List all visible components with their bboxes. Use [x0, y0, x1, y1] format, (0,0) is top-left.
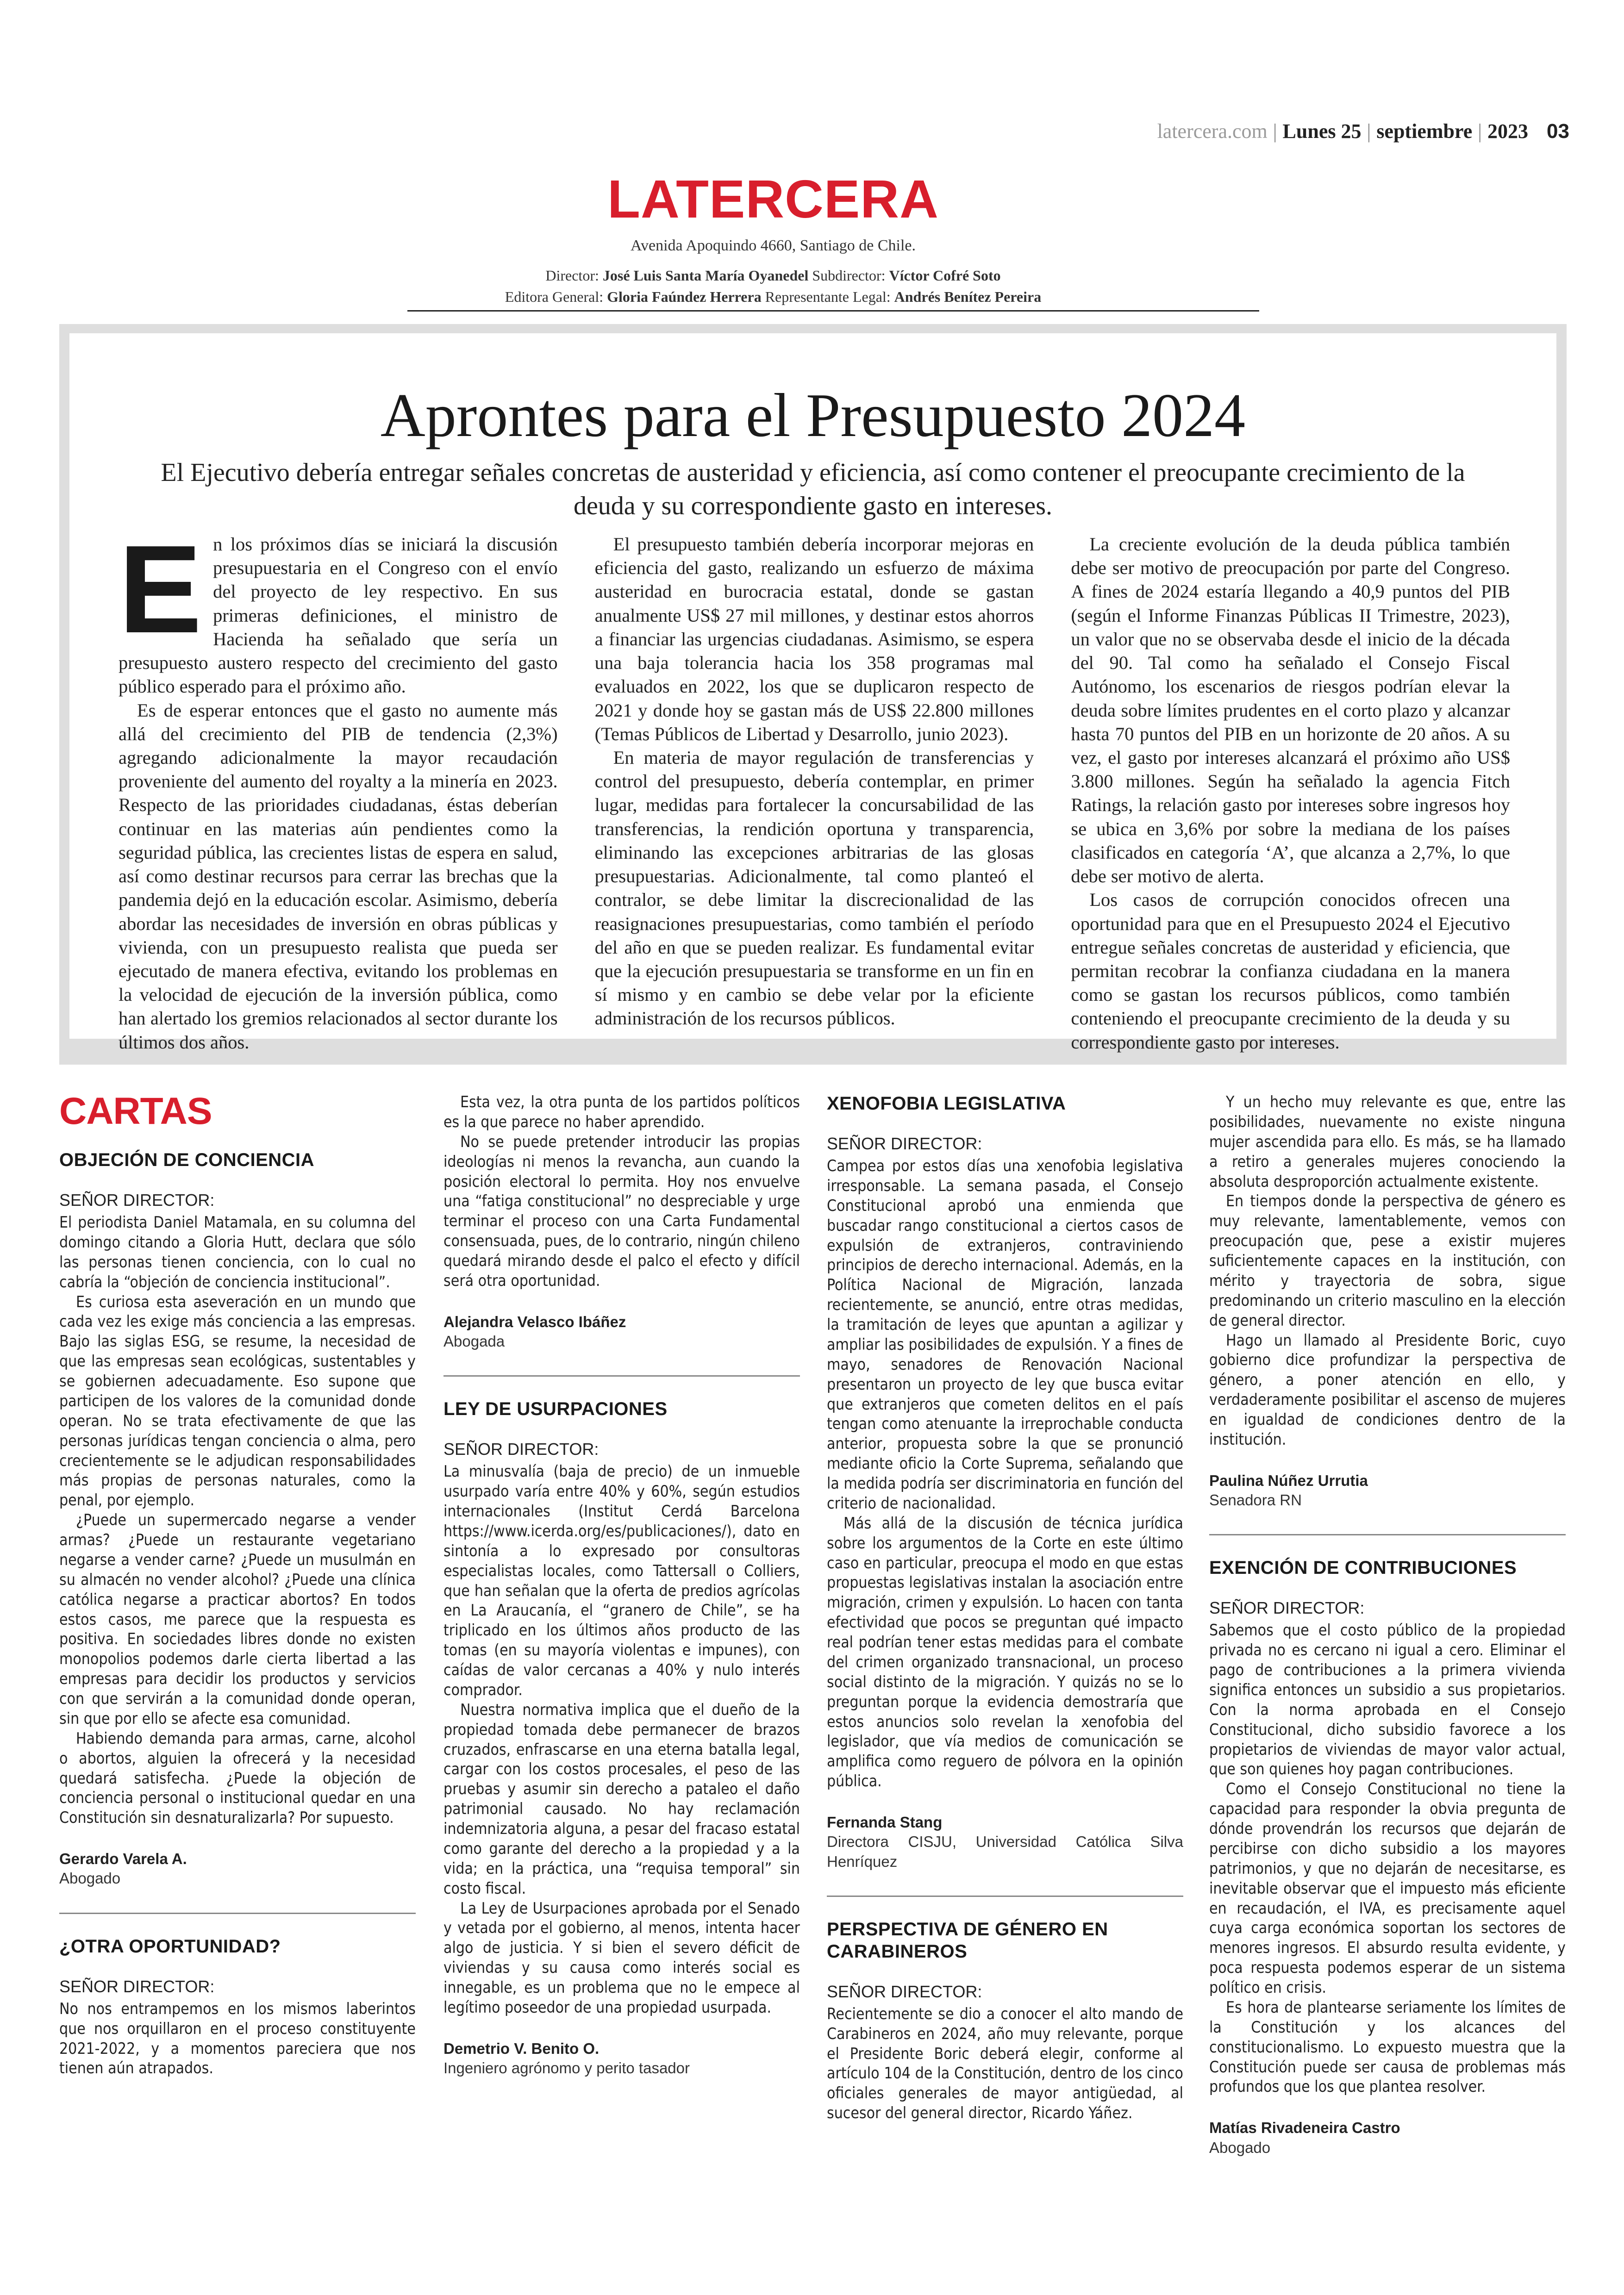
masthead-address: Avenida Apoquindo 4660, Santiago de Chile.	[630, 237, 916, 254]
letter-xenofobia	[827, 1092, 1183, 1871]
letter-salutation: SEÑOR DIRECTOR:	[443, 1440, 599, 1459]
letter-author: Alejandra Velasco Ibáñez	[443, 1313, 626, 1330]
letter-divider	[59, 1913, 416, 1914]
masthead	[56, 169, 1569, 308]
editorial-title: Aprontes para el Presupuesto 2024	[380, 381, 1246, 449]
separator: |	[1367, 120, 1371, 143]
letter-author-role: Abogado	[59, 1870, 121, 1887]
staff-line-1: Director: José Luis Santa María Oyanedel Subdirector: Víctor Cofré Soto	[545, 267, 1001, 284]
letter-salutation: SEÑOR DIRECTOR:	[1209, 1598, 1365, 1618]
letter-heading: EXENCIÓN DE CONTRIBUCIONES	[1209, 1558, 1517, 1578]
letter-paragraph: No se puede pretender introducir las propias ideologías ni menos la revancha, aun cuando la posición electoral lo permita. Hoy nos envuelve una “fatiga constitucional” no despreciable y urge terminar el proceso con una Carta Fundamental consensuada, pues, de lo contrario, ningún chileno quedará mirando desde el palco el efecto y difícil será otra oportunidad.	[443, 1132, 800, 1290]
letter-paragraph: Esta vez, la otra punta de los partidos políticos es la que parece no haber aprendido.	[443, 1093, 800, 1131]
letter-author: Matías Rivadeneira Castro	[1209, 2119, 1400, 2137]
letter-contribuciones	[1209, 1557, 1566, 2158]
letter-paragraph: En tiempos donde la perspectiva de género es muy relevante, lamentablemente, vemos con preocupación que, pese a existir mujeres suficientemente capaces en la institución, con mérito y trayectoria de sobra, sigue predominando un criterio masculino en la elección de general director.	[1209, 1192, 1566, 1329]
letter-paragraph: Hago un llamado al Presidente Boric, cuyo gobierno dice profundizar la perspectiva de género, a poner atención en ello, y verdaderamente posibilitar el ascenso de mujeres en igualdad de condiciones dentro de la institución.	[1209, 1331, 1566, 1448]
letter-divider	[1209, 1534, 1566, 1535]
letter-author-role: Abogado	[1209, 2139, 1271, 2156]
letter-author: Demetrio V. Benito O.	[443, 2039, 600, 2057]
letter-paragraph: La Ley de Usurpaciones aprobada por el Senado y vetada por el gobierno, al menos, intenta hacer algo de justicia. Y si bien el severo déficit de viviendas y su causa como interés social es innegable, es un problema que no le empece al legítimo poseedor de una propiedad usurpada.	[443, 1899, 800, 2016]
editorial-content	[69, 333, 1556, 1053]
newspaper-logo: LATERCERA	[607, 169, 939, 229]
section-title: CARTAS	[59, 1090, 212, 1132]
letter-heading: PERSPECTIVA DE GÉNERO EN CARABINEROS	[827, 1919, 1108, 1962]
drop-cap: E	[119, 520, 202, 659]
site-name[interactable]: latercera.com	[1157, 120, 1268, 143]
letter-paragraph: Recientemente se dio a conocer el alto mando de Carabineros en 2024, año muy relevante, porque el Presidente Boric deberá elegir, conforme al artículo 104 de la Constitución, dentro de los cinco oficiales generales de mayor antigüedad, al sucesor del general director, Ricardo Yáñez.	[827, 2004, 1183, 2122]
editorial-paragraph: Es de esperar entonces que el gasto no aumente más allá del crecimiento del PIB de tendencia (2,3%) agregando adicionalmente la mayor recaudación proveniente del aumento del royalty a la minería en 2023. Respecto de las prioridades ciudadanas, éstas deberían continuar en las materias aún pendientes como la seguridad pública, las crecientes listas de espera en salud, así como destinar recursos para cerrar las brechas que la pandemia dejó en la educación escolar. Asimismo, debería abordar las necesidades de inversión en obras públicas y vivienda, con un presupuesto realista que pueda ser ejecutado de manera efectiva, evitando los problemas en la velocidad de ejecución de la inversión pública, como han alertado los gremios relacionados al sector durante los últimos dos años.	[119, 699, 558, 1053]
letter-author-role: Senadora RN	[1209, 1491, 1302, 1509]
letters-column-4	[1209, 1092, 1566, 2158]
letter-paragraph: Es hora de plantearse seriamente los límites de la Constitución y los alcances del constitucionalismo. Lo expuesto muestra que la Constitución puede ser causa de problemas más profundos que los que plantea resolver.	[1209, 1998, 1566, 2096]
editorial-box	[59, 324, 1567, 1065]
editorial-paragraph: El presupuesto también debería incorporar mejoras en eficiencia del gasto, realizando un esfuerzo de máxima austeridad en burocracia estatal, donde se gastan anualmente US$ 27 mil millones, y destinar estos ahorros a financiar las urgencias ciudadanas. Asimismo, se espera una baja tolerancia hacia los 358 programas mal evaluados en 2022, los que se duplicaron respecto de 2021 y donde hoy se gastan más de US$ 22.800 millones (Temas Públicos de Libertad y Desarrollo, junio 2023).	[594, 534, 1034, 744]
staff-line-2: Editora General: Gloria Faúndez Herrera Representante Legal: Andrés Benítez Pereira	[505, 288, 1042, 306]
editorial-lead: El Ejecutivo debería entregar señales concretas de austeridad y eficiencia, así como contener el preocupante crecimiento de la deuda y su correspondiente gasto en intereses.	[161, 458, 1465, 520]
editorial-paragraph: En los próximos días se iniciará la discusión presupuestaria en el Congreso con el envío del proyecto de ley respectivo. En sus primeras definiciones, el ministro de Hacienda ha señalado que sería un presupuesto austero respecto del crecimiento del gasto público esperado para el próximo año.	[119, 520, 558, 697]
date-month: septiembre	[1376, 120, 1473, 143]
letter-author: Paulina Núñez Urrutia	[1209, 1472, 1368, 1489]
letter-paragraph: Nuestra normativa implica que el dueño de la propiedad tomada debe permanecer de brazos cruzados, enfrascarse en una eterna batalla legal, cargar con los costos procesales, el peso de las pruebas y asumir sin derecho a pataleo el daño patrimonial causado. No hay reclamación indemnizatoria alguna, a pesar del fracaso estatal como garante del derecho a la propiedad y a la vida; en la práctica, una “requisa temporal” sin costo fiscal.	[443, 1700, 800, 1897]
letter-salutation: SEÑOR DIRECTOR:	[59, 1977, 215, 1996]
letter-paragraph: ¿Puede un supermercado negarse a vender armas? ¿Puede un restaurante vegetariano negarse a vender carne? ¿Puede un musulmán en su almacén no vender alcohol? ¿Puede una clínica católica negarse a practicar abortos? En todos estos casos, me parece que la respuesta es positiva. En sociedades libres donde no existen monopolios podemos darle cierta libertad a las empresas para decidir los productos y servicios con que servirán a la comunidad donde operan, sin que por ello se afecte esa comunidad.	[59, 1511, 416, 1727]
letter-heading: OBJECIÓN DE CONCIENCIA	[59, 1150, 315, 1170]
letter-paragraph: Campea por estos días una xenofobia legislativa irresponsable. La semana pasada, el Consejo Constitucional aprobó una enmienda que buscadar rango constitucional a ciertos casos de expulsión de extranjeros, contraviniendo principios de derecho internacional. Además, en la Política Nacional de Migración, lanzada recientemente, se anunció, entre otras medidas, la tramitación de leyes que apuntan a agilizar y ampliar las posibilidades de expulsión. Y a fines de mayo, senadores de Renovación Nacional presentaron un proyecto de ley que busca evitar que extranjeros que cometen delitos en el país tengan como atenuante la irreprochable conducta anterior, propuesta sobre la que se pronunció mediante oficio la Corte Suprema, señalando que la medida podría ser discriminatoria en función del criterio de nacionalidad.	[827, 1157, 1183, 1512]
letter-paragraph: No nos entrampemos en los mismos laberintos que nos orquillaron en el proceso constituyente 2021-2022, y a momentos pareciera que nos tienen aún atrapados.	[59, 1999, 416, 2077]
letter-author-role: Directora CISJU, Universidad Católica Silva Henríquez	[827, 1833, 1183, 1870]
director-name: José Luis Santa María Oyanedel	[602, 267, 809, 284]
page-number: 03	[1547, 120, 1569, 143]
letter-paragraph: Más allá de la discusión de técnica jurídica sobre los argumentos de la Corte en este último caso en particular, preocupa el modo en que estas propuestas legislativas instalan la asociación entre migración, crimen y expulsión. Lo hacen con tanta efectividad que pocos se preguntan qué impacto real podrían tener estas medidas para el combate del crimen organizado transnacional, un proceso social distinto de la migración. Y quizás no se lo preguntan porque la evidencia demostraría que estos anuncios solo revelan la xenofobia del legislador, que vía medios de comunicación se amplifica como reguero de pólvora en la opinión pública.	[827, 1514, 1183, 1790]
separator: |	[1273, 120, 1277, 143]
letter-heading: ¿OTRA OPORTUNIDAD?	[59, 1936, 281, 1957]
page-header-bar	[1157, 119, 1569, 143]
letters-column-3	[827, 1092, 1183, 2123]
letter-usurpaciones	[443, 1398, 800, 2078]
editorial-body	[119, 520, 1510, 1054]
date-day: Lunes 25	[1282, 120, 1362, 143]
letter-divider	[827, 1896, 1183, 1897]
letters-column-1	[59, 1092, 416, 2078]
editorial-paragraph: Los casos de corrupción conocidos ofrecen una oportunidad para que en el Presupuesto 2024 el Ejecutivo entregue señales concretas de austeridad y eficiencia, que permitan recobrar la confianza ciudadana en la manera como se gastan los recursos públicos, como también conteniendo el preocupante crecimiento de la deuda y su correspondiente gasto por intereses.	[1071, 889, 1510, 1053]
letter-author: Gerardo Varela A.	[59, 1850, 187, 1868]
letter-paragraph: El periodista Daniel Matamala, en su columna del domingo citando a Gloria Hutt, declara que sólo las personas tienen conciencia, con lo cual no cabría la “objeción de conciencia institucional”.	[59, 1213, 416, 1291]
letter-author-role: Abogada	[443, 1332, 505, 1350]
editora-name: Gloria Faúndez Herrera	[607, 288, 762, 306]
letter-paragraph: Es curiosa esta aseveración en un mundo que cada vez les exige más conciencia a las empresas. Bajo las siglas ESG, se resume, la necesidad de que las empresas sean ecológicas, sustentables y se gobiernen adecuadamente. Eso supone que participen de los valores de la comunidad donde operan. No se trata efectivamente de que las personas jurídicas tengan conciencia o alma, pero crecientemente se le adjudican responsabilidades más propias de personas naturales, como la penal, por ejemplo.	[59, 1292, 416, 1509]
letter-paragraph: Sabemos que el costo público de la propiedad privada no es cercano ni igual a cero. Eliminar el pago de contribuciones a la primera vivienda significa entonces un subsidio a sus propietarios. Con la norma aprobada en el Consejo Constitucional, dicho subsidio favorece a los propietarios de viviendas de mayor valor actual, que son quienes hoy pagan contribuciones.	[1209, 1621, 1566, 1778]
masthead-divider	[407, 310, 1259, 312]
editorial-paragraph: En materia de mayor regulación de transferencias y control del presupuesto, debería contemplar, en primer lugar, medidas para fortalecer la concursabilidad de las transferencias, la rendición oportuna y transparencia, eliminando las excepciones arbitrarias de las glosas presupuestarias. Adicionalmente, tal como planteó el contralor, se debe limitar la discrecionalidad de las reasignaciones presupuestarias, como también el período del año en que se pueden realizar. Es fundamental evitar que la ejecución presupuestaria se transforme en un fin en sí mismo y en cambio se debe velar por la eficiente administración de los recursos públicos.	[594, 747, 1034, 1029]
separator: |	[1478, 120, 1482, 143]
masthead-staff	[0, 265, 1569, 308]
letter-heading: XENOFOBIA LEGISLATIVA	[827, 1093, 1066, 1114]
letter-salutation: SEÑOR DIRECTOR:	[59, 1191, 215, 1210]
letter-paragraph: Como el Consejo Constitucional no tiene la capacidad para responder la obvia pregunta de dónde provendrán los recursos que dejarán de percibirse con dicho subsidio a los mayores patrimonios, y que no dejarán de necesitarse, es inevitable observar que el impuesto más eficiente en recaudación, el IVA, es precisamente aquel cuya carga económica soportan los sectores de menores ingresos. El absurdo resulta evidente, y poca respuesta podemos esperar de un sistema político en crisis.	[1209, 1780, 1566, 1997]
letter-paragraph: Habiendo demanda para armas, carne, alcohol o abortos, alguien la ofrecerá y la necesidad quedará satisfecha. ¿Puede la objeción de conciencia personal o institucional quedar en una Constitución sin desnaturalizarla? Por supuesto.	[59, 1729, 416, 1827]
letter-otra-oportunidad	[59, 1935, 416, 2079]
letters-column-2	[443, 1092, 800, 2078]
letter-salutation: SEÑOR DIRECTOR:	[827, 1134, 982, 1153]
representante-name: Andrés Benítez Pereira	[894, 288, 1042, 306]
letter-genero	[827, 1918, 1183, 2123]
letter-paragraph: Y un hecho muy relevante es que, entre las posibilidades, nuevamente no existe ninguna mujer ascendida para ello. Es más, se ha llamado a retiro a generales mujeres conociendo la absoluta desproporción actualmente existente.	[1209, 1093, 1566, 1191]
letter-salutation: SEÑOR DIRECTOR:	[827, 1982, 982, 2001]
date-year: 2023	[1487, 120, 1529, 143]
subdirector-name: Víctor Cofré Soto	[889, 267, 1001, 284]
letter-author-role: Ingeniero agrónomo y perito tasador	[443, 2059, 690, 2077]
letter-divider	[443, 1375, 800, 1377]
letter-author: Fernanda Stang	[827, 1814, 943, 1831]
letter-objecion	[59, 1149, 416, 1889]
letter-heading: LEY DE USURPACIONES	[443, 1399, 668, 1420]
letter-paragraph: La minusvalía (baja de precio) de un inmueble usurpado varía entre 40% y 60%, según estudios internacionales (Institut Cerdá Barcelona https://www.icerda.org/es/publicaciones/), dato en sintonía a lo expresado por consultoras especialistas locales, como Tattersall o Colliers, que han señalan que la oferta de predios agrícolas en La Araucanía, el “granero de Chile”, se ha triplicado en los últimos años producto de las tomas (en su mayoría violentas e impunes), con caídas de valor cercanas a 40% y nulo interés comprador.	[443, 1462, 800, 1699]
editorial-paragraph: La creciente evolución de la deuda pública también debe ser motivo de preocupación por parte del Congreso. A fines de 2024 estaría llegando a 40,9 puntos del PIB (según el Informe Finanzas Públicas II Trimestre, 2023), un valor que no se observaba desde el inicio de la década del 90. Tal como ha señalado el Consejo Fiscal Autónomo, los escenarios de riesgos podrían elevar la deuda sobre límites prudentes en el corto plazo y alcanzar hasta 70 puntos del PIB en un horizonte de 20 años. A su vez, el gasto por intereses alcanzará el próximo año US$ 3.800 millones. Según ha señalado la agencia Fitch Ratings, la relación gasto por intereses sobre ingresos hoy se ubica en 3,6% por sobre la mediana de los países clasificados en categoría ‘A’, que alcanza a 2,7%, lo que debe ser motivo de alerta.	[1071, 534, 1510, 887]
